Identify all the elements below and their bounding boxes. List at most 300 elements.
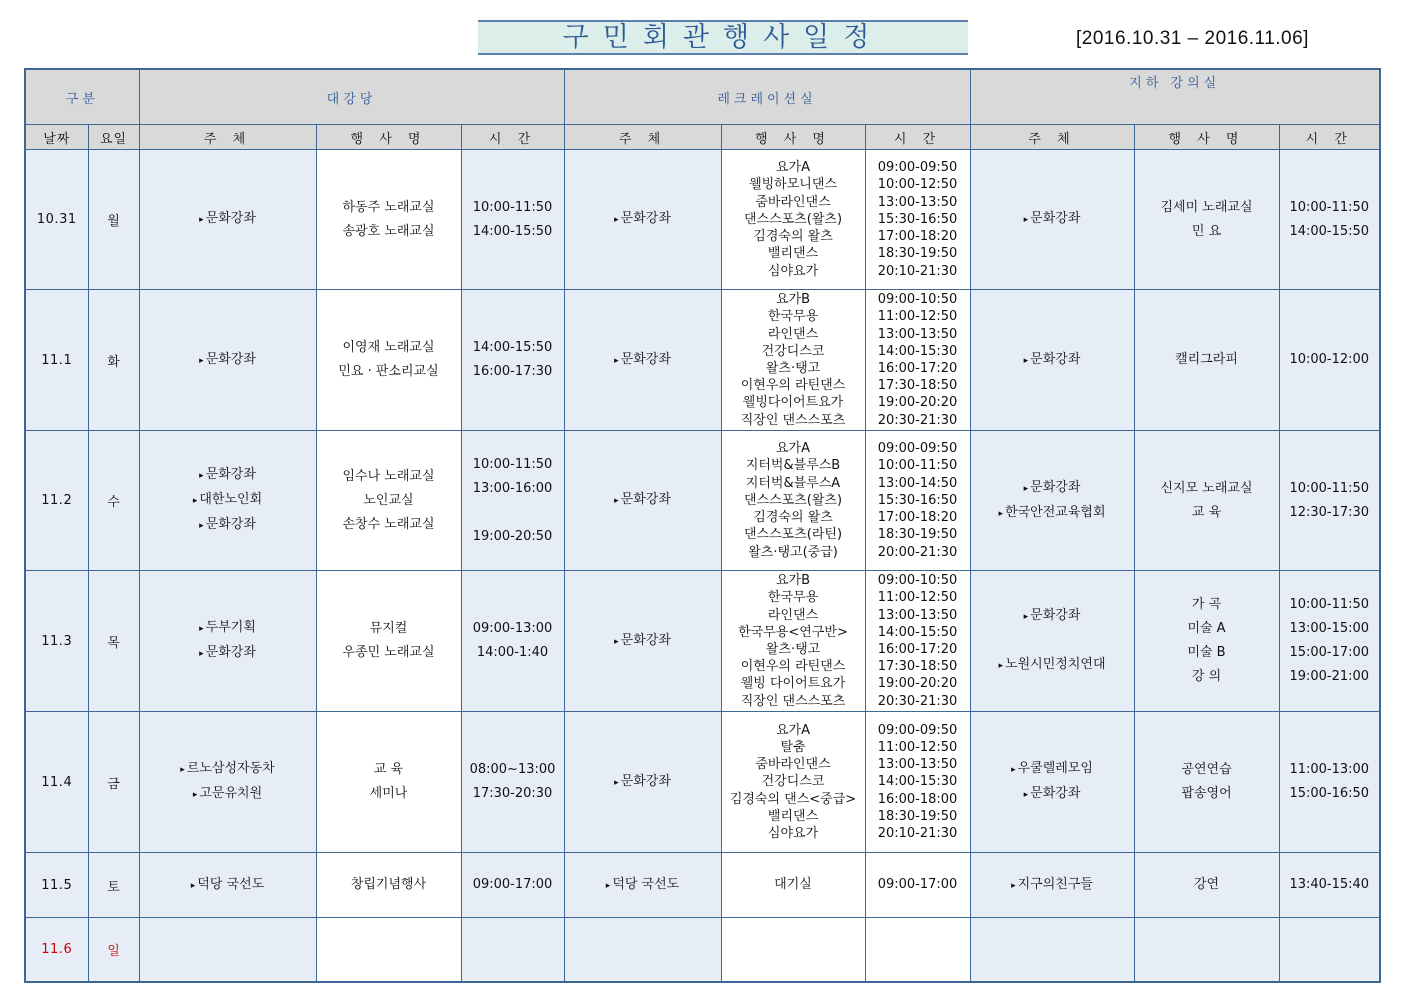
time-value: 14:00-15:50 [1289, 223, 1370, 239]
date-cell: 10.31 [25, 150, 88, 290]
org-name: 고문유치원 [199, 786, 263, 801]
event-name: 지터벅&블루스B [745, 458, 841, 474]
time-value: 09:00-09:50 [877, 160, 958, 176]
time-value: 17:30-18:50 [877, 659, 958, 675]
org-item [565, 348, 721, 373]
event-name: 심야요가 [767, 826, 819, 841]
bullet-icon: ▸ [1023, 790, 1029, 800]
bullet-icon: ▸ [1023, 355, 1029, 366]
bullet-icon: ▸ [190, 880, 196, 891]
org-name: 문화강좌 [620, 351, 671, 367]
base-org-cell [970, 571, 1134, 712]
hall-org-cell [139, 853, 316, 918]
event-name: 김세미 노래교실 [1160, 199, 1253, 215]
bullet-icon: ▸ [1023, 215, 1029, 225]
event-name: 왈츠·탱고(중급) [748, 544, 838, 560]
event-name: 한국무용 [767, 590, 819, 606]
day-cell: 수 [88, 431, 139, 571]
event-name: 댄스스포츠(왈츠) [743, 211, 843, 227]
event-name: 신지모 노래교실 [1160, 480, 1253, 496]
time-value: 18:30-19:50 [877, 808, 958, 824]
header-row-sub [25, 125, 1380, 150]
time-value: 13:00-16:00 [472, 480, 553, 496]
day-cell: 일 [88, 918, 139, 982]
event-name: 건강디스코 [761, 343, 825, 359]
table-row [25, 918, 1380, 982]
event-name: 지터벅&블루스A [745, 475, 841, 491]
org-name: 지구의친구들 [1017, 876, 1093, 892]
time-value: 13:00-13:50 [877, 607, 958, 623]
bullet-icon: ▸ [614, 496, 619, 506]
base-times-cell [1279, 150, 1380, 290]
day-cell: 금 [88, 712, 139, 853]
org-item [971, 782, 1134, 807]
rec-org-cell [564, 431, 721, 571]
base-times-cell [1279, 571, 1380, 712]
base-org-cell [970, 290, 1134, 431]
org-name: 문화강좌 [620, 492, 671, 507]
table-row [25, 290, 1380, 431]
rec-times-cell [865, 571, 970, 712]
section-header-hall: 대강당 [139, 69, 564, 125]
org-name: 문화강좌 [620, 773, 671, 789]
time-value: 15:30-16:50 [877, 492, 958, 508]
section-header-rec: 레크레이션실 [564, 69, 970, 125]
event-name: 대기실 [774, 877, 812, 893]
event-name: 웰빙하모니댄스 [749, 177, 837, 193]
time-value: 09:00-17:00 [472, 877, 553, 892]
event-name: 탈춤 [780, 739, 806, 755]
rec-times-cell [865, 853, 970, 918]
org-name: 우쿨렐레모임 [1017, 761, 1093, 776]
table-row [25, 150, 1380, 290]
time-value: 20:10-21:30 [877, 263, 958, 279]
hall-events-cell [316, 290, 461, 431]
org-header: 주 체 [970, 125, 1134, 150]
event-name: 김경숙의 댄스<중급> [729, 791, 857, 807]
event-name: 웰빙 다이어트요가 [740, 676, 846, 692]
event-name: 직장인 댄스스포츠 [740, 693, 846, 709]
event-name: 김경숙의 왈츠 [753, 510, 833, 526]
time-value: 14:00-15:50 [877, 624, 958, 640]
base-events-cell [1134, 853, 1279, 918]
event-name: 송광호 노래교실 [342, 223, 435, 239]
org-name: 한국안전교육협회 [1005, 504, 1106, 520]
date-header: 날짜 [25, 125, 88, 150]
time-value: 16:00-17:20 [877, 361, 958, 376]
event-name: 공연연습 [1181, 762, 1232, 777]
base-events-cell [1134, 918, 1279, 982]
base-events-cell [1134, 150, 1279, 290]
time-header: 시 간 [865, 125, 970, 150]
hall-org-cell [139, 918, 316, 982]
rec-times-cell [865, 712, 970, 853]
event-name: 세미나 [369, 786, 408, 801]
time-value: 20:30-21:30 [877, 693, 958, 709]
time-value: 14:00-15:30 [877, 774, 958, 790]
event-name: 민 요 [1191, 223, 1222, 239]
hall-org-cell [139, 571, 316, 712]
time-value: 12:30-17:30 [1289, 504, 1370, 520]
bullet-icon: ▸ [199, 471, 204, 481]
hall-times-cell [461, 853, 564, 918]
event-name: 한국무용<연구반> [738, 624, 848, 640]
org-item [971, 476, 1134, 501]
org-name: 덕당 국선도 [612, 876, 680, 892]
rec-org-cell [564, 571, 721, 712]
rec-events-cell [721, 571, 865, 712]
event-name: 손창수 노래교실 [342, 516, 435, 532]
rec-times-cell [865, 290, 970, 431]
time-value: 13:00-13:50 [877, 757, 958, 773]
org-item [140, 463, 316, 488]
base-events-cell [1134, 431, 1279, 571]
time-value: 10:00-11:50 [877, 458, 958, 474]
rec-events-cell [721, 712, 865, 853]
event-name: 창립기념행사 [350, 877, 427, 892]
org-name: 노원시민정치연대 [1005, 657, 1106, 672]
time-value: 09:00-10:50 [877, 292, 958, 308]
time-header: 시 간 [1279, 125, 1380, 150]
hall-org-cell [139, 290, 316, 431]
hall-org-cell [139, 150, 316, 290]
event-name: 요가B [775, 573, 811, 589]
rec-events-cell [721, 918, 865, 982]
section-header-basement: 지하 강의실 [970, 69, 1380, 125]
event-name: 교 육 [1191, 504, 1222, 520]
org-item [971, 348, 1134, 373]
time-value: 08:00~13:00 [469, 762, 556, 777]
org-item [140, 348, 316, 373]
event-name: 김경숙의 왈츠 [753, 229, 833, 245]
bullet-icon: ▸ [614, 215, 619, 225]
rec-events-cell [721, 431, 865, 571]
org-item [971, 653, 1134, 678]
date-range: [2016.10.31 – 2016.11.06] [1076, 28, 1309, 49]
time-value: 10:00-11:50 [472, 456, 553, 472]
time-value: 19:00-20:20 [877, 395, 958, 411]
table-row [25, 712, 1380, 853]
hall-times-cell [461, 290, 564, 431]
org-name: 문화강좌 [1030, 608, 1081, 623]
time-value: 11:00-12:50 [877, 739, 958, 755]
org-name: 문화강좌 [1030, 786, 1081, 801]
date-cell: 11.3 [25, 571, 88, 712]
event-name: 이현우의 라틴댄스 [740, 659, 846, 675]
spacer [462, 501, 564, 525]
date-cell: 11.2 [25, 431, 88, 571]
bullet-icon: ▸ [614, 777, 619, 788]
org-item [140, 873, 316, 898]
time-value: 16:00-17:20 [877, 642, 958, 657]
base-times-cell [1279, 431, 1380, 571]
time-value: 16:00-17:30 [472, 364, 553, 379]
bullet-icon: ▸ [1023, 483, 1029, 494]
org-name: 문화강좌 [205, 351, 256, 367]
event-name: 팝송영어 [1181, 786, 1232, 801]
time-value: 10:00-12:50 [877, 177, 958, 193]
hall-events-cell [316, 853, 461, 918]
time-value: 11:00-12:50 [877, 590, 958, 606]
time-value: 20:00-21:30 [877, 544, 958, 560]
day-cell: 목 [88, 571, 139, 712]
time-value: 17:00-18:20 [877, 510, 958, 526]
rec-events-cell [721, 290, 865, 431]
base-org-cell [970, 150, 1134, 290]
org-item [140, 757, 316, 782]
org-name: 문화강좌 [1030, 211, 1081, 226]
org-name: 문화강좌 [1030, 479, 1081, 495]
org-item [140, 488, 316, 513]
org-item [971, 873, 1134, 898]
event-name: 요가A [776, 441, 811, 457]
time-value: 09:00-09:50 [877, 441, 958, 457]
group-header: 구분 [25, 69, 139, 125]
time-value: 13:00-13:50 [877, 326, 958, 342]
time-value: 17:30-20:30 [472, 786, 553, 801]
event-name: 웰빙다이어트요가 [742, 395, 844, 411]
rec-times-cell [865, 431, 970, 571]
event-name: 한국무용 [767, 309, 819, 325]
hall-events-cell [316, 150, 461, 290]
hall-times-cell [461, 571, 564, 712]
org-item [565, 488, 721, 513]
event-name: 밸리댄스 [767, 246, 819, 262]
hall-times-cell [461, 431, 564, 571]
bullet-icon: ▸ [1011, 765, 1016, 775]
rec-org-cell [564, 853, 721, 918]
event-header: 행 사 명 [316, 125, 461, 150]
table-row [25, 571, 1380, 712]
rec-org-cell [564, 290, 721, 431]
org-header: 주 체 [139, 125, 316, 150]
rec-org-cell [564, 918, 721, 982]
time-value: 10:00-11:50 [1289, 199, 1370, 215]
time-value: 10:00-11:50 [472, 199, 553, 215]
time-value: 11:00-12:50 [877, 309, 958, 325]
hall-org-cell [139, 712, 316, 853]
rec-events-cell [721, 853, 865, 918]
org-name: 두부기획 [205, 620, 256, 635]
bullet-icon: ▸ [199, 624, 204, 634]
base-org-cell [970, 918, 1134, 982]
hall-times-cell [461, 150, 564, 290]
org-name: 문화강좌 [620, 632, 671, 648]
time-value: 20:30-21:30 [877, 412, 958, 428]
time-value: 09:00-17:00 [877, 877, 958, 893]
schedule-table [24, 68, 1381, 983]
event-name: 미술 B [1187, 645, 1226, 660]
base-times-cell [1279, 918, 1380, 982]
event-name: 노인교실 [363, 492, 414, 508]
bullet-icon: ▸ [199, 521, 204, 531]
event-name: 라인댄스 [767, 326, 819, 342]
org-item [971, 207, 1134, 232]
org-header: 주 체 [564, 125, 721, 150]
base-org-cell [970, 712, 1134, 853]
rec-times-cell [865, 150, 970, 290]
event-name: 임수나 노래교실 [342, 468, 435, 484]
time-value: 20:10-21:30 [877, 826, 958, 841]
bullet-icon: ▸ [199, 649, 204, 659]
time-value: 14:00-15:50 [472, 340, 553, 355]
base-events-cell [1134, 290, 1279, 431]
bullet-icon: ▸ [1011, 880, 1016, 891]
base-org-cell [970, 853, 1134, 918]
time-value: 11:00-13:00 [1289, 762, 1370, 777]
time-value: 14:00-1:40 [476, 645, 549, 660]
org-item [565, 629, 721, 654]
org-name: 문화강좌 [205, 517, 256, 532]
time-value: 10:00-12:00 [1289, 352, 1370, 367]
event-name: 우종민 노래교실 [342, 645, 435, 660]
base-org-cell [970, 431, 1134, 571]
org-item [971, 604, 1134, 629]
bullet-icon: ▸ [998, 661, 1004, 671]
event-name: 라인댄스 [767, 607, 819, 623]
time-value: 19:00-20:20 [877, 676, 958, 692]
event-name: 요가B [775, 292, 811, 308]
time-value: 09:00-13:00 [472, 621, 553, 636]
hall-org-cell [139, 431, 316, 571]
event-name: 하동주 노래교실 [342, 199, 435, 215]
base-events-cell [1134, 571, 1279, 712]
bullet-icon: ▸ [1023, 612, 1029, 622]
bullet-icon: ▸ [180, 765, 185, 775]
hall-events-cell [316, 918, 461, 982]
org-name: 문화강좌 [205, 645, 256, 660]
org-name: 대한노인회 [199, 492, 263, 507]
rec-events-cell [721, 150, 865, 290]
org-name: 문화강좌 [205, 467, 256, 482]
event-header: 행 사 명 [721, 125, 865, 150]
spacer [971, 629, 1134, 653]
bullet-icon: ▸ [192, 790, 198, 800]
time-value: 19:00-21:00 [1289, 669, 1370, 684]
base-times-cell [1279, 290, 1380, 431]
event-name: 강연 [1193, 877, 1220, 892]
date-cell: 11.5 [25, 853, 88, 918]
event-name: 이현우의 라틴댄스 [740, 378, 846, 394]
org-name: 문화강좌 [205, 211, 256, 226]
time-value: 13:00-15:00 [1289, 621, 1370, 636]
table-row [25, 431, 1380, 571]
day-cell: 토 [88, 853, 139, 918]
time-value: 13:00-14:50 [877, 475, 958, 491]
event-name: 요가A [776, 722, 811, 738]
rec-org-cell [564, 712, 721, 853]
hall-times-cell [461, 712, 564, 853]
time-value: 13:40-15:40 [1289, 877, 1370, 892]
org-name: 문화강좌 [620, 211, 671, 226]
rec-org-cell [564, 150, 721, 290]
time-header: 시 간 [461, 125, 564, 150]
rec-times-cell [865, 918, 970, 982]
org-item [140, 616, 316, 641]
event-name: 가 곡 [1191, 597, 1222, 612]
day-cell: 화 [88, 290, 139, 431]
bullet-icon: ▸ [998, 508, 1004, 519]
event-name: 요가A [776, 160, 811, 176]
time-value: 15:00-16:50 [1289, 786, 1370, 801]
bullet-icon: ▸ [614, 355, 619, 366]
event-name: 왈츠·탱고 [765, 361, 821, 376]
time-value: 17:30-18:50 [877, 378, 958, 394]
org-item [565, 207, 721, 232]
day-cell: 월 [88, 150, 139, 290]
time-value: 19:00-20:50 [472, 528, 553, 544]
day-header: 요일 [88, 125, 139, 150]
time-value: 17:00-18:20 [877, 229, 958, 245]
bullet-icon: ▸ [199, 215, 204, 225]
time-value: 15:00-17:00 [1289, 645, 1370, 660]
time-value: 14:00-15:30 [877, 343, 958, 359]
event-name: 줌바라인댄스 [755, 757, 831, 773]
event-name: 심야요가 [767, 263, 819, 279]
org-item [140, 207, 316, 232]
org-item [565, 873, 721, 898]
org-item [565, 770, 721, 795]
time-value: 10:00-11:50 [1289, 480, 1370, 496]
event-name: 미술 A [1187, 621, 1226, 636]
time-value: 14:00-15:50 [472, 223, 553, 239]
base-events-cell [1134, 712, 1279, 853]
hall-events-cell [316, 431, 461, 571]
org-item [971, 757, 1134, 782]
event-name: 직장인 댄스스포츠 [740, 412, 846, 428]
event-name: 댄스스포츠(왈츠) [743, 492, 843, 508]
date-cell: 11.6 [25, 918, 88, 982]
event-name: 밸리댄스 [767, 808, 819, 824]
event-name: 강 의 [1191, 669, 1222, 684]
time-value: 09:00-09:50 [877, 722, 958, 738]
time-value: 18:30-19:50 [877, 246, 958, 262]
event-name: 댄스스포츠(라틴) [743, 527, 843, 543]
page-title: 구민회관행사일정 [478, 20, 968, 55]
time-value: 10:00-11:50 [1289, 597, 1370, 612]
org-name: 르노삼성자동차 [186, 761, 275, 776]
event-name: 교 육 [373, 762, 404, 777]
table-row [25, 853, 1380, 918]
date-cell: 11.1 [25, 290, 88, 431]
event-header: 행 사 명 [1134, 125, 1279, 150]
org-name: 문화강좌 [1030, 351, 1081, 367]
header-row-main [25, 69, 1380, 125]
time-value: 09:00-10:50 [877, 573, 958, 589]
event-name: 줌바라인댄스 [755, 194, 831, 210]
org-item [140, 641, 316, 666]
org-item [140, 513, 316, 538]
org-item [140, 782, 316, 807]
event-name: 뮤지컬 [369, 621, 408, 636]
hall-events-cell [316, 571, 461, 712]
bullet-icon: ▸ [192, 496, 198, 506]
time-value: 13:00-13:50 [877, 194, 958, 210]
event-name: 건강디스코 [761, 774, 825, 790]
bullet-icon: ▸ [614, 636, 619, 647]
time-value: 15:30-16:50 [877, 211, 958, 227]
bullet-icon: ▸ [605, 880, 611, 891]
hall-times-cell [461, 918, 564, 982]
org-item [971, 501, 1134, 526]
bullet-icon: ▸ [199, 355, 204, 366]
time-value: 18:30-19:50 [877, 527, 958, 543]
event-name: 왈츠·탱고 [765, 642, 821, 657]
org-name: 덕당 국선도 [197, 876, 265, 892]
event-name: 민요 · 판소리교실 [338, 364, 439, 379]
event-name: 이영재 노래교실 [342, 340, 435, 355]
base-times-cell [1279, 712, 1380, 853]
